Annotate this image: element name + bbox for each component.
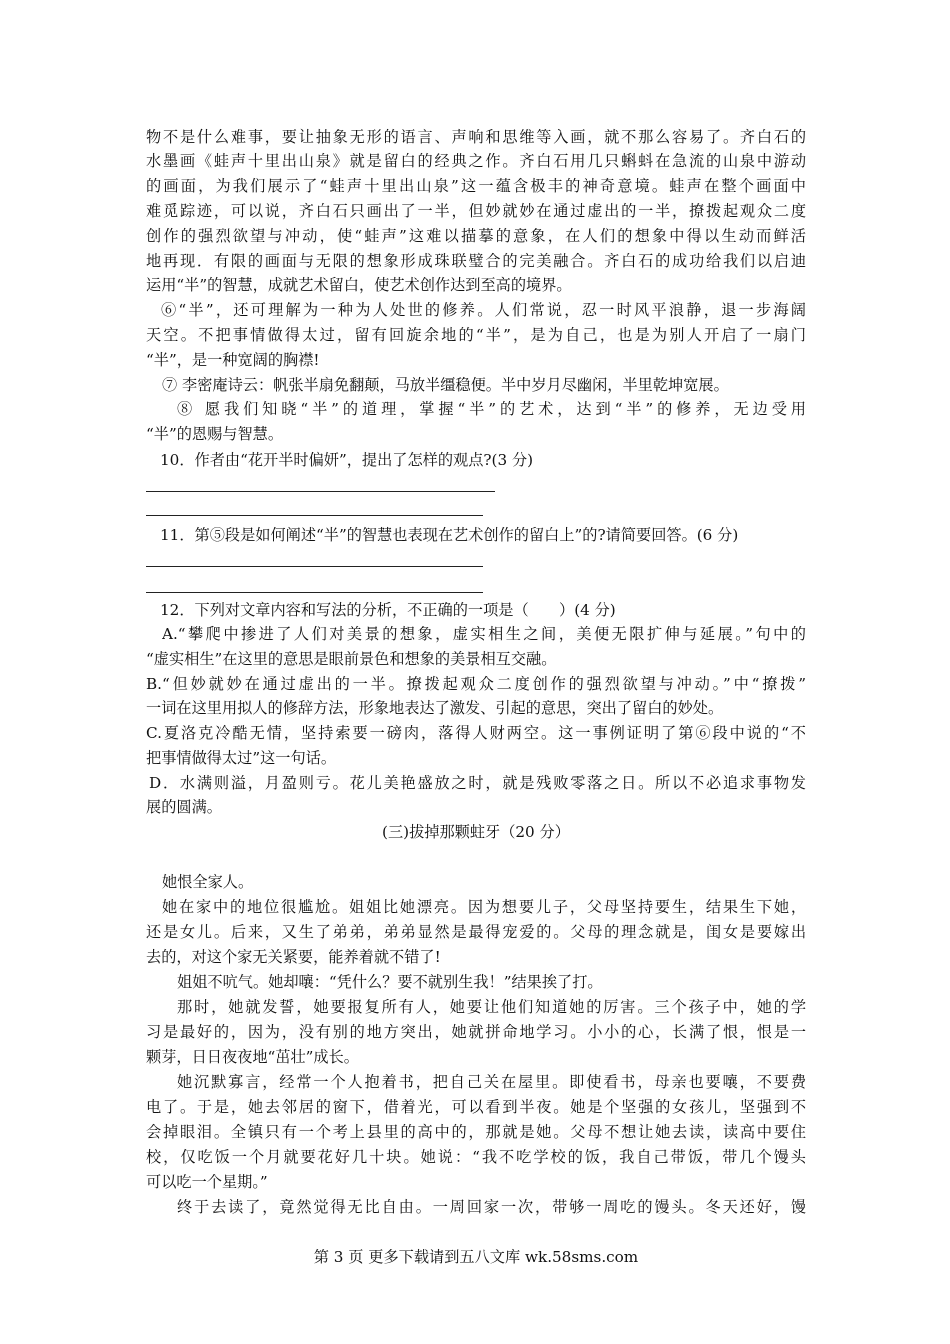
story-line: 还是女儿。后来，又生了弟弟，弟弟显然是最得宠爱的。父母的理念就是，闺女是要嫁出 xyxy=(146,923,806,941)
section-title: (三)拔掉那颗蛀牙（20 分） xyxy=(382,823,570,841)
story-line: 她在家中的地位很尴尬。姐姐比她漂亮。因为想要儿子，父母坚持要生，结果生下她， xyxy=(162,898,806,916)
option-d: D．水满则溢，月盈则亏。花儿美艳盛放之时，就是残败零落之日。所以不必追求事物发 xyxy=(149,774,806,792)
story-line: 电了。于是，她去邻居的窗下，借着光，可以看到半夜。她是个坚强的女孩儿，坚强到不 xyxy=(146,1098,806,1116)
answer-line[interactable] xyxy=(146,491,495,492)
story-line: 终于去读了，竟然觉得无比自由。一周回家一次，带够一周吃的馒头。冬天还好，馒 xyxy=(177,1198,806,1216)
option-c: C.夏洛克冷酷无情，坚持索要一磅肉，落得人财两空。这一事例证明了第⑥段中说的“不 xyxy=(146,724,806,742)
question-10: 10．作者由“花开半时偏妍”，提出了怎样的观点?(3 分) xyxy=(160,451,534,469)
passage-line: “半”，是一种宽阔的胸襟! xyxy=(146,351,320,369)
story-line: 去的，对这个家无关紧要，能养着就不错了! xyxy=(146,948,441,966)
question-11: 11．第⑤段是如何阐述“半”的智慧也表现在艺术创作的留白上”的?请简要回答。(6 分) xyxy=(160,526,739,544)
story-line: 那时，她就发誓，她要报复所有人，她要让他们知道她的厉害。三个孩子中，她的学 xyxy=(177,998,806,1016)
option-c-cont: 把事情做得太过”这一句话。 xyxy=(146,749,337,767)
answer-line[interactable] xyxy=(146,515,483,516)
passage-line: 物不是什么难事，要让抽象无形的语言、声响和思维等入画，就不那么容易了。齐白石的 xyxy=(146,128,806,146)
story-line: 校，仅吃饭一个月就要花好几十块。她说：“我不吃学校的饭，我自己带饭，带几个馒头 xyxy=(146,1148,806,1166)
story-line: 颗芽，日日夜夜地“茁壮”成长。 xyxy=(146,1048,359,1066)
passage-line: 运用“半”的智慧，成就艺术留白，使艺术创作达到至高的境界。 xyxy=(146,276,572,294)
option-d-cont: 展的圆满。 xyxy=(146,798,222,816)
story-line: 可以吃一个星期。” xyxy=(146,1173,268,1191)
passage-line: “半”的恩赐与智慧。 xyxy=(146,425,284,443)
option-b-cont: 一词在这里用拟人的修辞方法，形象地表达了激发、引起的意思，突出了留白的妙处。 xyxy=(146,699,724,717)
story-line: 姐姐不吭气。她却嚷：“凭什么？要不就别生我！”结果挨了打。 xyxy=(177,973,603,991)
passage-line: 创作的强烈欲望与冲动，使“蛙声”这难以描摹的意象，在人们的想象中得以生动而鲜活 xyxy=(146,227,806,245)
story-line: 她恨全家人。 xyxy=(162,873,254,891)
story-line: 她沉默寡言，经常一个人抱着书，把自己关在屋里。即使看书，母亲也要嚷，不要费 xyxy=(177,1073,806,1091)
option-a: A.“攀爬中掺进了人们对美景的想象，虚实相生之间，美便无限扩伸与延展。”句中的 xyxy=(162,625,806,643)
question-12: 12．下列对文章内容和写法的分析，不正确的一项是（ ）(4 分) xyxy=(160,601,616,619)
page-footer: 第 3 页 更多下载请到五八文库 wk.58sms.com xyxy=(313,1248,639,1266)
passage-paragraph-8: ⑧ 愿我们知晓“半”的道理，掌握“半”的艺术，达到“半”的修养，无边受用 xyxy=(177,400,806,418)
passage-line: 天空。不把事情做得太过，留有回旋余地的“半”，是为自己，也是为别人开启了一扇门 xyxy=(146,326,806,344)
option-a-cont: “虚实相生”在这里的意思是眼前景色和想象的美景相互交融。 xyxy=(146,650,557,668)
passage-line: 地再现．有限的画面与无限的想象形成珠联璧合的完美融合。齐白石的成功给我们以启迪 xyxy=(146,252,806,270)
passage-paragraph-7: ⑦ 李密庵诗云：帆张半扇免翻颠，马放半缰稳便。半中岁月尽幽闲，半里乾坤宽展。 xyxy=(162,376,729,394)
story-line: 习是最好的，因为，没有别的地方突出，她就拼命地学习。小小的心，长满了恨，恨是一 xyxy=(146,1023,806,1041)
option-b: B.“但妙就妙在通过虚出的一半。撩拨起观众二度创作的强烈欲望与冲动。”中“撩拨” xyxy=(146,675,806,693)
answer-line[interactable] xyxy=(146,592,483,593)
passage-line: 水墨画《蛙声十里出山泉》就是留白的经典之作。齐白石用几只蝌蚪在急流的山泉中游动 xyxy=(146,152,806,170)
passage-line: 的画面，为我们展示了“蛙声十里出山泉”这一蕴含极丰的神奇意境。蛙声在整个画面中 xyxy=(146,177,806,195)
answer-line[interactable] xyxy=(146,566,483,567)
passage-line: 难觅踪迹，可以说，齐白石只画出了一半，但妙就妙在通过虚出的一半，撩拨起观众二度 xyxy=(146,202,806,220)
passage-paragraph-6: ⑥“半”，还可理解为一种为人处世的修养。人们常说，忍一时风平浪静，退一步海阔 xyxy=(161,301,806,319)
story-line: 会掉眼泪。全镇只有一个考上县里的高中的，那就是她。父母不想让她去读，读高中要住 xyxy=(146,1123,806,1141)
